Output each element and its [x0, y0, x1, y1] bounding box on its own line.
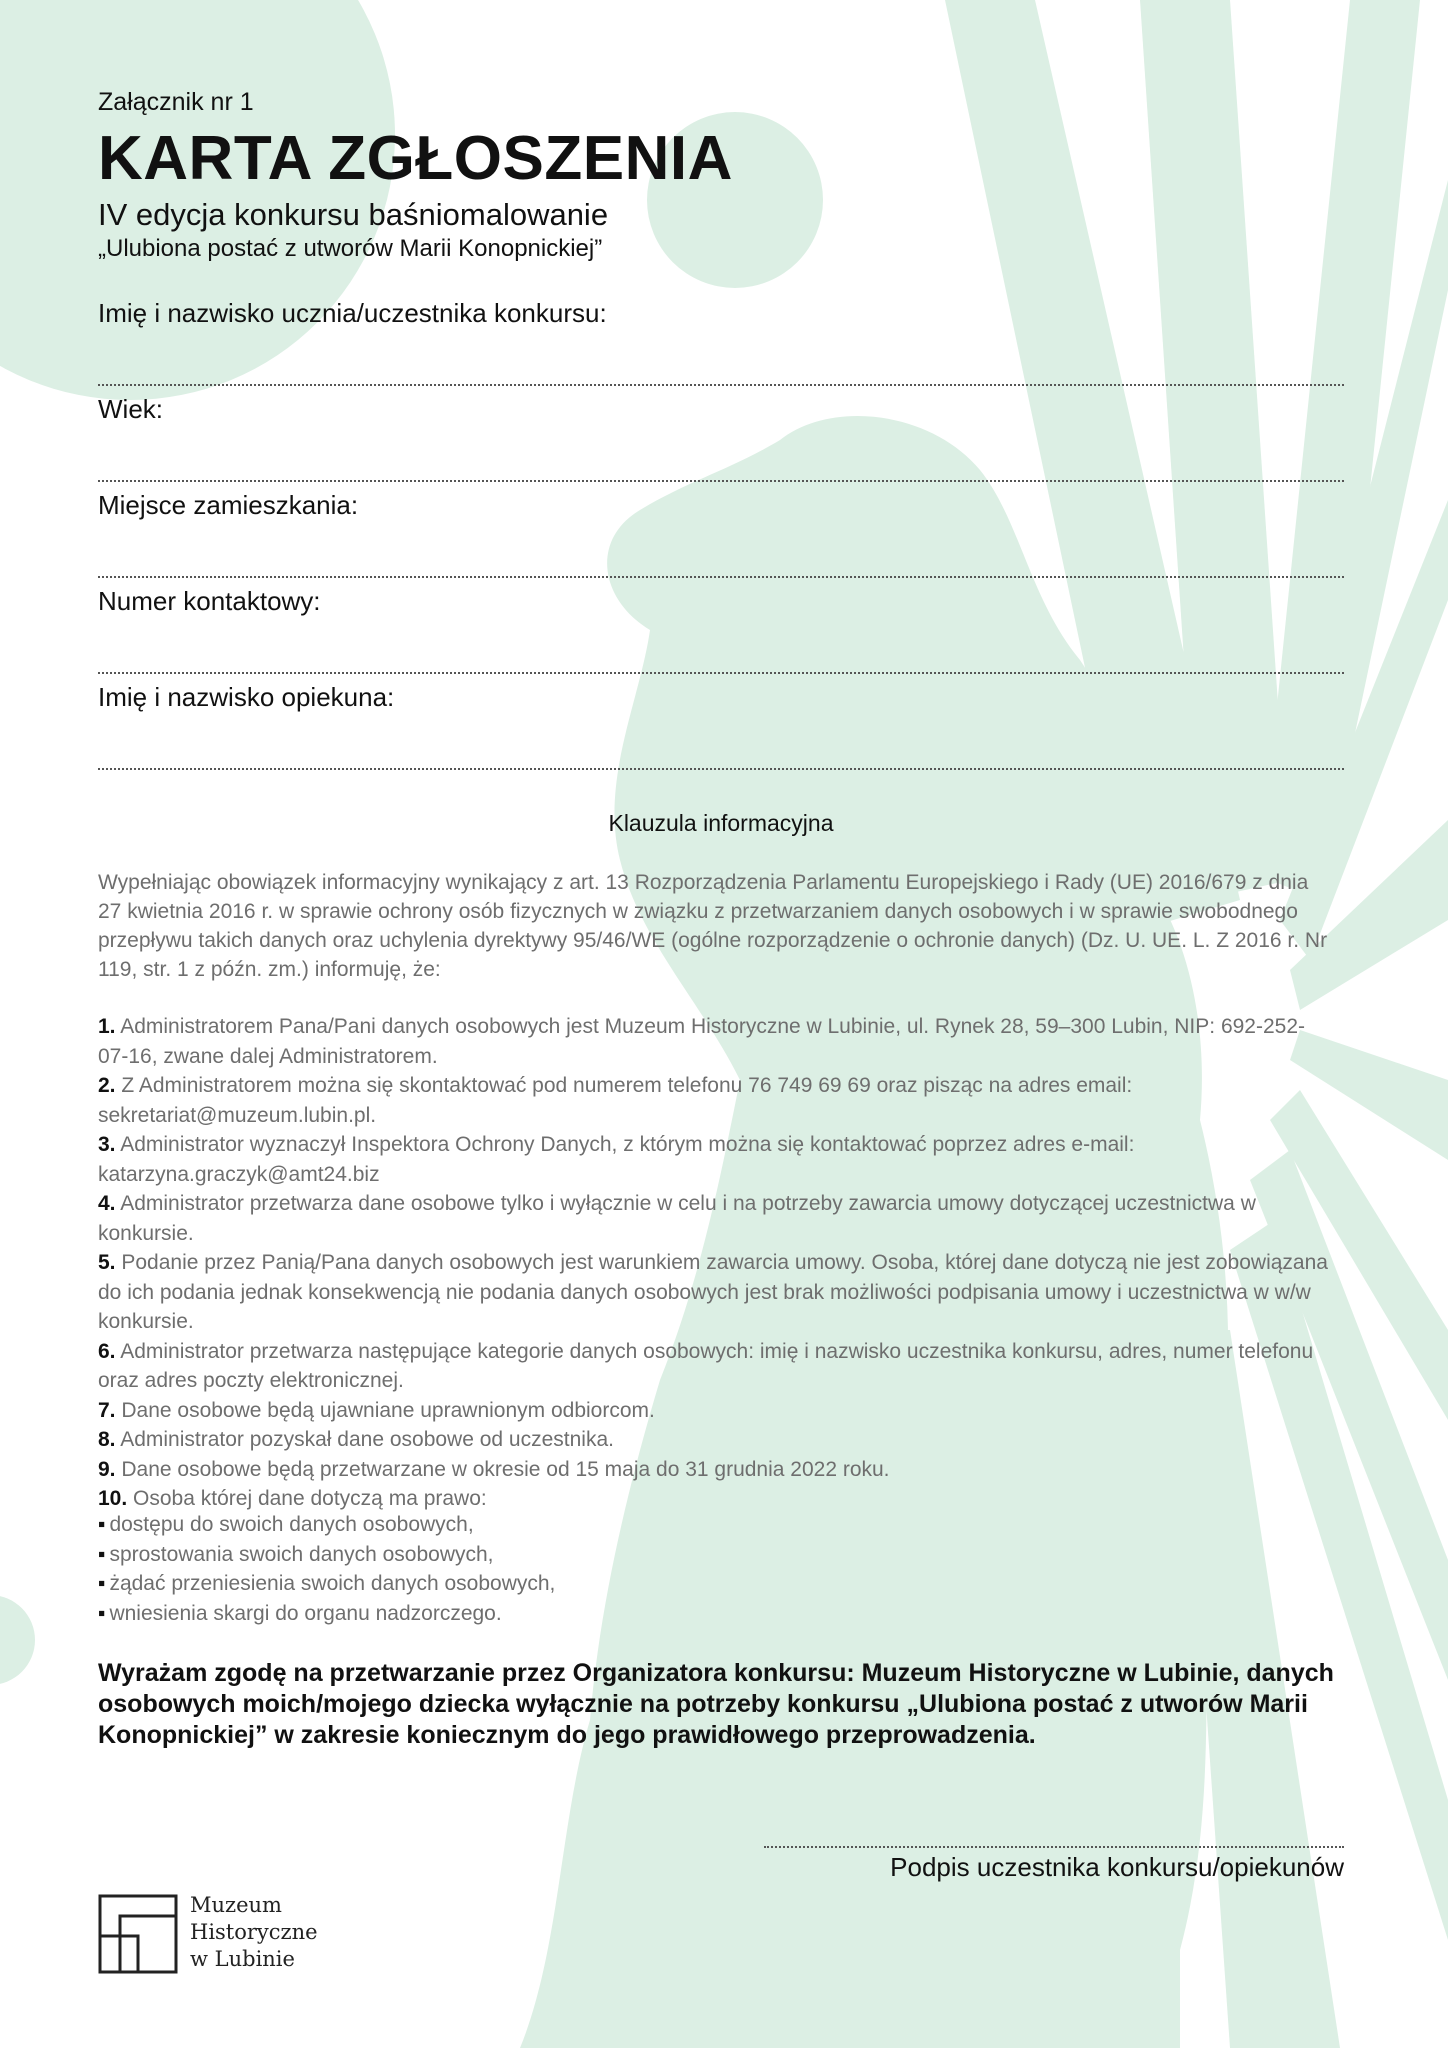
entry-fields: [98, 298, 1344, 778]
dotted-input-line[interactable]: [98, 480, 1344, 482]
item-number: 4.: [98, 1192, 116, 1215]
logo-line: Historyczne: [190, 1920, 318, 1944]
rights-item: ▪ żądać przeniesienia swoich danych osobowych,: [98, 1569, 555, 1599]
page-title: KARTA ZGŁOSZENIA: [98, 124, 733, 193]
clause-list: [98, 1012, 1328, 1514]
item-text: Dane osobowe będą przetwarzane w okresie od 15 maja do 31 grudnia 2022 roku.: [121, 1457, 890, 1481]
item-number: 6.: [98, 1339, 116, 1363]
clause-item: [98, 1071, 1328, 1130]
logo-line: w Lubinie: [190, 1947, 295, 1971]
left-small-circle: [0, 1595, 35, 1685]
item-text: Administrator wyznaczył Inspektora Ochrony Danych, z którym można się kontaktować poprzez adres e-mail: katarzyna.graczyk@amt24.biz: [98, 1133, 1135, 1186]
field-label: Wiek:: [98, 394, 163, 424]
guardian-name-field[interactable]: [98, 682, 1344, 778]
rights-item: ▪ sprostowania swoich danych osobowych,: [98, 1540, 555, 1570]
museum-logo-icon: [98, 1894, 178, 1974]
museum-logo-text: [190, 1892, 318, 1973]
item-number: 1.: [98, 1015, 116, 1038]
field-label: Miejsce zamieszkania:: [98, 490, 359, 520]
signature-line[interactable]: [764, 1846, 1344, 1848]
item-text: Administrator pozyskał dane osobowe od uczestnika.: [120, 1428, 614, 1451]
item-number: 3.: [98, 1133, 116, 1156]
item-number: 7.: [98, 1398, 116, 1422]
clause-heading: Klauzula informacyjna: [608, 810, 834, 836]
clause-item: [98, 1248, 1328, 1337]
clause-item: [98, 1337, 1328, 1396]
participant-name-field[interactable]: [98, 298, 1344, 394]
museum-logo: [98, 1892, 338, 1974]
clause-intro: Wypełniając obowiązek informacyjny wynikający z art. 13 Rozporządzenia Parlamentu Europejskiego i Rady (UE) 2016/679 z dnia 27 kwietnia 2016 r. w sprawie ochrony osób fizycznych w związku z przetwarzaniem danych osobowych i w sprawie swobodnego przepływu takich danych oraz uchylenia dyrektywy 95/46/WE (ogólne rozporządzenie o ochronie danych) (Dz. U. UE. L. Z 2016 r. Nr 119, str. 1 z późn. zm.) informuję, że:: [98, 871, 1328, 981]
clause-item: [98, 1130, 1328, 1189]
phone-field[interactable]: [98, 586, 1344, 682]
clause-item: [98, 1396, 1328, 1426]
attachment-label: Załącznik nr 1: [98, 88, 254, 116]
clause-item: [98, 1012, 1328, 1071]
logo-line: Muzeum: [190, 1893, 282, 1917]
item-number: 10.: [98, 1487, 128, 1510]
item-text: Administrator przetwarza następujące kategorie danych osobowych: imię i nazwisko uczestnika konkursu, adres, numer telefonu oraz adres poczty elektronicznej.: [98, 1339, 1314, 1392]
age-field[interactable]: [98, 394, 1344, 490]
item-text: Dane osobowe będą ujawniane uprawnionym odbiorcom.: [121, 1398, 655, 1422]
contest-theme: „Ulubiona postać z utworów Marii Konopnickiej”: [98, 235, 603, 262]
item-text: Administratorem Pana/Pani danych osobowych jest Muzeum Historyczne w Lubinie, ul. Rynek 28, 59–300 Lubin, NIP: 692-252-07-16, zwane dalej Administratorem.: [98, 1015, 1306, 1068]
item-number: 2.: [98, 1074, 116, 1097]
contest-edition: IV edycja konkursu baśniomalowanie: [98, 197, 609, 232]
rights-item: ▪ wniesienia skargi do organu nadzorczego.: [98, 1599, 555, 1629]
item-text: Z Administratorem można się skontaktować pod numerem telefonu 76 749 69 69 oraz pisząc na adres email: sekretariat@muzeum.lubin.pl.: [98, 1074, 1133, 1127]
residence-field[interactable]: [98, 490, 1344, 586]
dotted-input-line[interactable]: [98, 384, 1344, 386]
clause-item: [98, 1425, 1328, 1455]
signature-label: Podpis uczestnika konkursu/opiekunów: [890, 1852, 1344, 1882]
item-number: 8.: [98, 1428, 116, 1451]
item-text: Osoba której dane dotyczą ma prawo:: [133, 1487, 487, 1510]
field-label: Numer kontaktowy:: [98, 586, 321, 616]
dotted-input-line[interactable]: [98, 576, 1344, 578]
field-label: Imię i nazwisko opiekuna:: [98, 682, 395, 712]
rights-item: ▪ dostępu do swoich danych osobowych,: [98, 1510, 555, 1540]
dotted-input-line[interactable]: [98, 768, 1344, 770]
consent-statement: Wyrażam zgodę na przetwarzanie przez Organizatora konkursu: Muzeum Historyczne w Lubinie, danych osobowych moich/mojego dziecka wyłącznie na potrzeby konkursu „Ulubiona postać z utworów Marii Konopnickiej” w zakresie koniecznym do jego prawidłowego przeprowadzenia.: [98, 1659, 1334, 1749]
rights-list: [98, 1510, 555, 1628]
clause-item: [98, 1189, 1328, 1248]
item-number: 5.: [98, 1251, 116, 1274]
field-label: Imię i nazwisko ucznia/uczestnika konkursu:: [98, 298, 607, 328]
item-text: Podanie przez Panią/Pana danych osobowych jest warunkiem zawarcia umowy. Osoba, której dane dotyczą nie jest zobowiązana do ich podania jednak konsekwencją nie podania danych osobowych jest brak możliwości podpisania umowy i uczestnictwa w w/w konkursie.: [98, 1251, 1328, 1333]
clause-item: [98, 1455, 1328, 1485]
item-text: Administrator przetwarza dane osobowe tylko i wyłącznie w celu i na potrzeby zawarcia umowy dotyczącej uczestnictwa w konkursie.: [98, 1192, 1256, 1245]
item-number: 9.: [98, 1457, 116, 1481]
dotted-input-line[interactable]: [98, 672, 1344, 674]
